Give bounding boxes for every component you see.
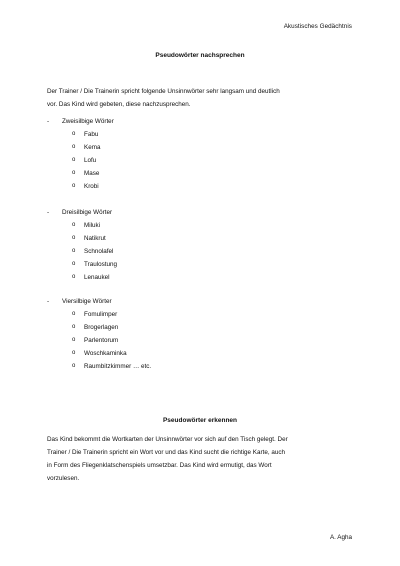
group-label: Viersilbige Wörter	[62, 298, 112, 305]
section-title-nachsprechen: Pseudowörter nachsprechen	[155, 52, 245, 59]
section-title-erkennen: Pseudowörter erkennen	[162, 417, 238, 424]
list-item	[47, 180, 347, 193]
word-text: Traulostung	[84, 261, 118, 268]
word-text: Krobi	[84, 183, 99, 190]
word-text: Fomulimper	[84, 311, 118, 318]
list-item	[47, 167, 347, 180]
dash-marker: -	[47, 209, 50, 216]
list-item	[47, 245, 347, 258]
bullet-marker: o	[72, 157, 76, 163]
bullet-marker: o	[72, 170, 76, 176]
bullet-marker: o	[72, 248, 76, 254]
intro-paragraph	[47, 85, 357, 111]
intro-line: Der Trainer / Die Trainerin spricht folgende Unsinnwörter sehr langsam und deutlich	[47, 88, 280, 95]
word-text: Mase	[84, 170, 100, 177]
word-text: Brogerlagen	[84, 324, 119, 331]
word-text: Lofu	[84, 157, 97, 164]
list-item	[47, 219, 347, 232]
group-label: Dreisilbige Wörter	[62, 209, 113, 216]
paragraph-line: Das Kind bekommt die Wortkarten der Unsinnwörter vor sich auf den Tisch gelegt. Der	[47, 436, 288, 443]
word-group-dreisilbig	[47, 206, 347, 284]
group-heading	[47, 206, 347, 219]
list-item	[47, 271, 347, 284]
word-text: Natikrut	[84, 235, 106, 242]
bullet-marker: o	[72, 261, 76, 267]
bullet-marker: o	[72, 222, 76, 228]
list-item	[47, 128, 347, 141]
list-item	[47, 321, 347, 334]
word-group-viersilbig	[47, 295, 347, 373]
paragraph-line: in Form des Fliegenklatschenspiels umsetzbar. Das Kind wird ermutigt, das Wort	[47, 462, 272, 469]
page-footer: A. Agha	[329, 534, 352, 541]
paragraph-line: vorzulesen.	[47, 475, 80, 482]
bullet-marker: o	[72, 337, 76, 343]
word-list	[47, 219, 347, 284]
paragraph-line: Trainer / Die Trainerin spricht ein Wort vor und das Kind sucht die richtige Karte, auch	[47, 449, 285, 456]
bullet-marker: o	[72, 324, 76, 330]
group-heading	[47, 295, 347, 308]
bullet-marker: o	[72, 363, 76, 369]
group-label: Zweisilbige Wörter	[62, 118, 114, 125]
word-text: Woschkaminka	[84, 350, 127, 357]
word-list	[47, 128, 347, 193]
word-text: Schnolafel	[84, 248, 114, 255]
word-group-zweisilbig	[47, 115, 347, 193]
erkennen-paragraph	[47, 433, 357, 485]
word-text: Raumbitzkimmer … etc.	[84, 363, 152, 370]
word-text: Parlentorum	[84, 337, 119, 344]
bullet-marker: o	[72, 235, 76, 241]
list-item	[47, 308, 347, 321]
group-heading	[47, 115, 347, 128]
dash-marker: -	[47, 298, 50, 305]
dash-marker: -	[47, 118, 50, 125]
bullet-marker: o	[72, 350, 76, 356]
word-text: Fabu	[84, 131, 99, 138]
word-text: Kema	[84, 144, 101, 151]
word-text: Lenaukel	[84, 274, 110, 281]
word-list	[47, 308, 347, 373]
page-header: Akustisches Gedächtnis	[283, 23, 352, 30]
list-item	[47, 232, 347, 245]
bullet-marker: o	[72, 311, 76, 317]
word-text: Miluki	[84, 222, 101, 229]
intro-line: vor. Das Kind wird gebeten, diese nachzusprechen.	[47, 101, 191, 108]
list-item	[47, 347, 347, 360]
list-item	[47, 141, 347, 154]
bullet-marker: o	[72, 183, 76, 189]
list-item	[47, 334, 347, 347]
list-item	[47, 154, 347, 167]
bullet-marker: o	[72, 274, 76, 280]
bullet-marker: o	[72, 131, 76, 137]
list-item	[47, 258, 347, 271]
bullet-marker: o	[72, 144, 76, 150]
list-item	[47, 360, 347, 373]
